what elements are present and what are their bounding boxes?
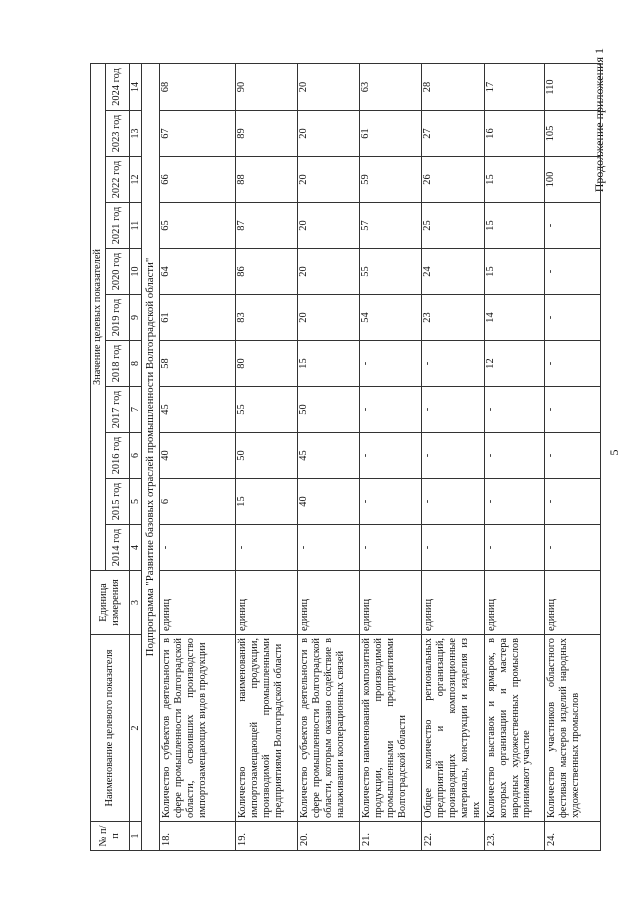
table-row [235, 64, 297, 851]
value-cell: 6 [159, 479, 235, 525]
continuation-note: Продолжение приложения 1 [592, 48, 606, 193]
value-cell: 40 [297, 479, 359, 525]
unit-cell: единиц [159, 571, 235, 635]
value-cell: 55 [359, 249, 421, 295]
table-row [421, 64, 484, 851]
value-cell: - [484, 387, 544, 433]
value-cell: 15 [297, 341, 359, 387]
header-name: Наименование целевого показателя [91, 635, 130, 822]
value-cell: - [297, 525, 359, 571]
value-cell: 80 [235, 341, 297, 387]
indicator-name: Количество наименований композитной продукции, производимой промышленными предприятиями Волгоградской области [359, 635, 421, 822]
value-cell: - [544, 203, 600, 249]
column-number: 5 [129, 479, 142, 525]
value-cell: 89 [235, 111, 297, 157]
header-values-group: Значение целевых показателей [91, 64, 106, 571]
value-cell: 40 [159, 433, 235, 479]
value-cell: 15 [484, 157, 544, 203]
value-cell: - [359, 433, 421, 479]
indicator-name: Общее количество региональных предприятий и организаций, производящих композиционные материалы, конструкции и изделия из них [421, 635, 484, 822]
value-cell: 15 [484, 249, 544, 295]
column-number: 14 [129, 64, 142, 111]
value-cell: 16 [484, 111, 544, 157]
column-number: 1 [129, 822, 142, 851]
value-cell: 110 [544, 64, 600, 111]
value-cell: 28 [421, 64, 484, 111]
value-cell: 20 [297, 203, 359, 249]
value-cell: 65 [159, 203, 235, 249]
header-year: 2016 год [105, 433, 129, 479]
column-number: 11 [129, 203, 142, 249]
unit-cell: единиц [421, 571, 484, 635]
value-cell: - [159, 525, 235, 571]
header-year: 2023 год [105, 111, 129, 157]
page-number: 5 [607, 449, 621, 456]
value-cell: 83 [235, 295, 297, 341]
value-cell: - [544, 525, 600, 571]
unit-cell: единиц [544, 571, 600, 635]
value-cell: 54 [359, 295, 421, 341]
value-cell: 55 [235, 387, 297, 433]
value-cell: 26 [421, 157, 484, 203]
target-indicators-table [90, 63, 601, 851]
table-row [484, 64, 544, 851]
header-year: 2020 год [105, 249, 129, 295]
row-number: 21. [359, 822, 421, 851]
column-number: 12 [129, 157, 142, 203]
unit-cell: единиц [484, 571, 544, 635]
unit-cell: единиц [359, 571, 421, 635]
value-cell: 15 [235, 479, 297, 525]
value-cell: 87 [235, 203, 297, 249]
value-cell: 59 [359, 157, 421, 203]
value-cell: 57 [359, 203, 421, 249]
column-number: 10 [129, 249, 142, 295]
value-cell: 105 [544, 111, 600, 157]
value-cell: 58 [159, 341, 235, 387]
value-cell: 20 [297, 295, 359, 341]
column-number: 4 [129, 525, 142, 571]
column-number: 2 [129, 635, 142, 822]
header-year: 2017 год [105, 387, 129, 433]
value-cell: - [544, 433, 600, 479]
value-cell: 20 [297, 249, 359, 295]
value-cell: - [359, 341, 421, 387]
row-number: 20. [297, 822, 359, 851]
value-cell: 20 [297, 111, 359, 157]
indicator-name: Количество участников областного фестиваля мастеров изделий народных художественных промыслов [544, 635, 600, 822]
value-cell: 14 [484, 295, 544, 341]
column-number: 13 [129, 111, 142, 157]
value-cell: 45 [159, 387, 235, 433]
table-row [359, 64, 421, 851]
table-row [544, 64, 600, 851]
value-cell: - [544, 341, 600, 387]
row-number: 19. [235, 822, 297, 851]
column-number: 3 [129, 571, 142, 635]
value-cell: 86 [235, 249, 297, 295]
header-unit: Единица измерения [91, 571, 130, 635]
value-cell: - [544, 295, 600, 341]
value-cell: 17 [484, 64, 544, 111]
value-cell: 61 [359, 111, 421, 157]
table-row [159, 64, 235, 851]
column-number: 8 [129, 341, 142, 387]
header-year: 2018 год [105, 341, 129, 387]
value-cell: - [359, 479, 421, 525]
table-row [297, 64, 359, 851]
row-number: 24. [544, 822, 600, 851]
value-cell: 50 [297, 387, 359, 433]
value-cell: - [544, 249, 600, 295]
header-no: № п/п [91, 822, 130, 851]
header-year: 2015 год [105, 479, 129, 525]
indicator-name: Количество субъектов деятельности в сфере промышленности Волгоградской области, освоивших производство импортозамещающих видов продукции [159, 635, 235, 822]
value-cell: - [484, 433, 544, 479]
unit-cell: единиц [297, 571, 359, 635]
header-year: 2024 год [105, 64, 129, 111]
value-cell: 24 [421, 249, 484, 295]
value-cell: 15 [484, 203, 544, 249]
value-cell: 66 [159, 157, 235, 203]
value-cell: 64 [159, 249, 235, 295]
value-cell: - [544, 387, 600, 433]
value-cell: 12 [484, 341, 544, 387]
indicator-name: Количество наименований импортозамещающей продукции, производимой промышленными предприятиями Волгоградской области [235, 635, 297, 822]
column-number: 7 [129, 387, 142, 433]
value-cell: 100 [544, 157, 600, 203]
indicator-name: Количество выставок и ярмарок, в которых организации и мастера народных художественных промыслов принимают участие [484, 635, 544, 822]
header-year: 2019 год [105, 295, 129, 341]
value-cell: - [235, 525, 297, 571]
value-cell: - [544, 479, 600, 525]
value-cell: - [484, 525, 544, 571]
value-cell: 67 [159, 111, 235, 157]
subprogram-title: Подпрограмма "Развитие базовых отраслей промышленности Волгоградской области" [142, 64, 159, 851]
value-cell: 63 [359, 64, 421, 111]
row-number: 18. [159, 822, 235, 851]
row-number: 23. [484, 822, 544, 851]
value-cell: 20 [297, 157, 359, 203]
value-cell: - [421, 387, 484, 433]
value-cell: 45 [297, 433, 359, 479]
value-cell: - [421, 525, 484, 571]
indicator-name: Количество субъектов деятельности в сфере промышленности Волгоградской области, которым оказано содействие в налаживании кооперационных связей [297, 635, 359, 822]
value-cell: - [359, 525, 421, 571]
column-number: 9 [129, 295, 142, 341]
value-cell: 61 [159, 295, 235, 341]
value-cell: - [421, 341, 484, 387]
value-cell: - [421, 479, 484, 525]
value-cell: - [359, 387, 421, 433]
value-cell: 27 [421, 111, 484, 157]
value-cell: 50 [235, 433, 297, 479]
value-cell: 20 [297, 64, 359, 111]
value-cell: 90 [235, 64, 297, 111]
header-year: 2022 год [105, 157, 129, 203]
value-cell: 68 [159, 64, 235, 111]
value-cell: 23 [421, 295, 484, 341]
value-cell: - [421, 433, 484, 479]
header-year: 2014 год [105, 525, 129, 571]
value-cell: 25 [421, 203, 484, 249]
value-cell: 88 [235, 157, 297, 203]
row-number: 22. [421, 822, 484, 851]
header-year: 2021 год [105, 203, 129, 249]
value-cell: - [484, 479, 544, 525]
column-number: 6 [129, 433, 142, 479]
unit-cell: единиц [235, 571, 297, 635]
